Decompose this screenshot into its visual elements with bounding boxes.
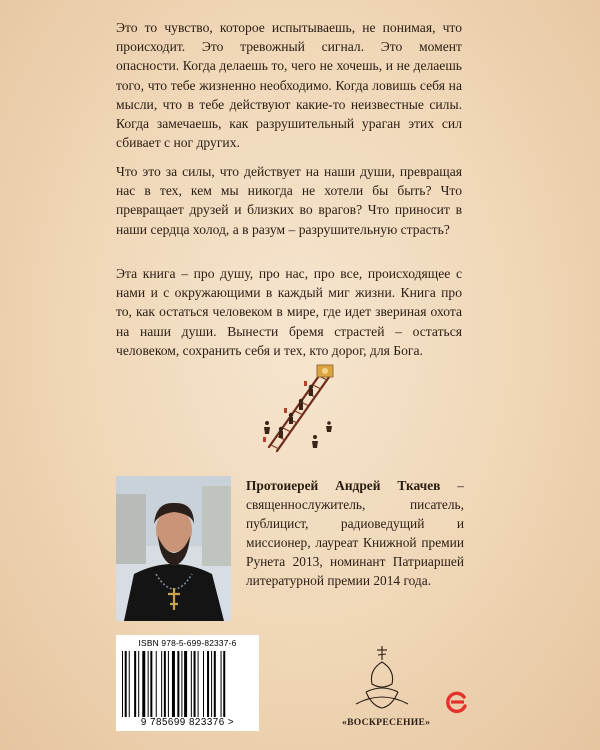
description-paragraph-3 (116, 264, 462, 360)
description-paragraph-2 (116, 162, 462, 239)
publisher-name: «ВОСКРЕСЕНИЕ» (342, 717, 431, 728)
barcode-bars (122, 651, 253, 717)
paragraph-text: Эта книга – про душу, про нас, про все, происходящее с нами и с окружающими в каждый миг жизни. Книга про то, как остаться человеком в мире, где идет звериная охота на наши души. Вынести бремя страстей – остаться человеком, сохранить себя и тех, кто дорог, для Бога. (116, 266, 462, 358)
paragraph-text: Что это за силы, что действует на наши души, превращая нас в тех, кем мы никогда не хотели бы быть? Что превращает друзей и близких во врагов? Что приносит в наши сердца холод, а в разум – разрушительную страсть? (116, 164, 462, 237)
author-name: Протоиерей Андрей Ткачев (246, 478, 441, 493)
publisher-logo (342, 640, 431, 730)
author-bio (246, 476, 464, 590)
ladder-of-ascent-illustration (255, 363, 345, 455)
eksmo-e-icon (443, 688, 471, 716)
barcode-digits: 9 785699 823376 > (140, 717, 235, 728)
author-photo (116, 476, 231, 621)
church-dome-icon (342, 640, 422, 714)
isbn-text: ISBN 978-5-699-82337-6 (138, 638, 237, 648)
isbn-barcode (116, 635, 259, 731)
description-paragraph-1 (116, 18, 462, 152)
paragraph-text: Это то чувство, которое испытываешь, не понимая, что происходит. Это тревожный сигнал. Это момент опасности. Когда делаешь то, чего не хочешь, и не делаешь того, что тебе жизненно необходимо. Когда ловишь себя на мысли, что в тебе действуют какие-то неизвестные силы. Когда замечаешь, как разрушительный ураган этих сил сбивает с ног других. (116, 20, 462, 151)
author-description: – священнослужитель, писатель, публицист, радиоведущий и миссионер, лауреат Книжной премии Рунета 2013, номинант Патриаршей литературной премии 2014 года. (246, 478, 465, 588)
